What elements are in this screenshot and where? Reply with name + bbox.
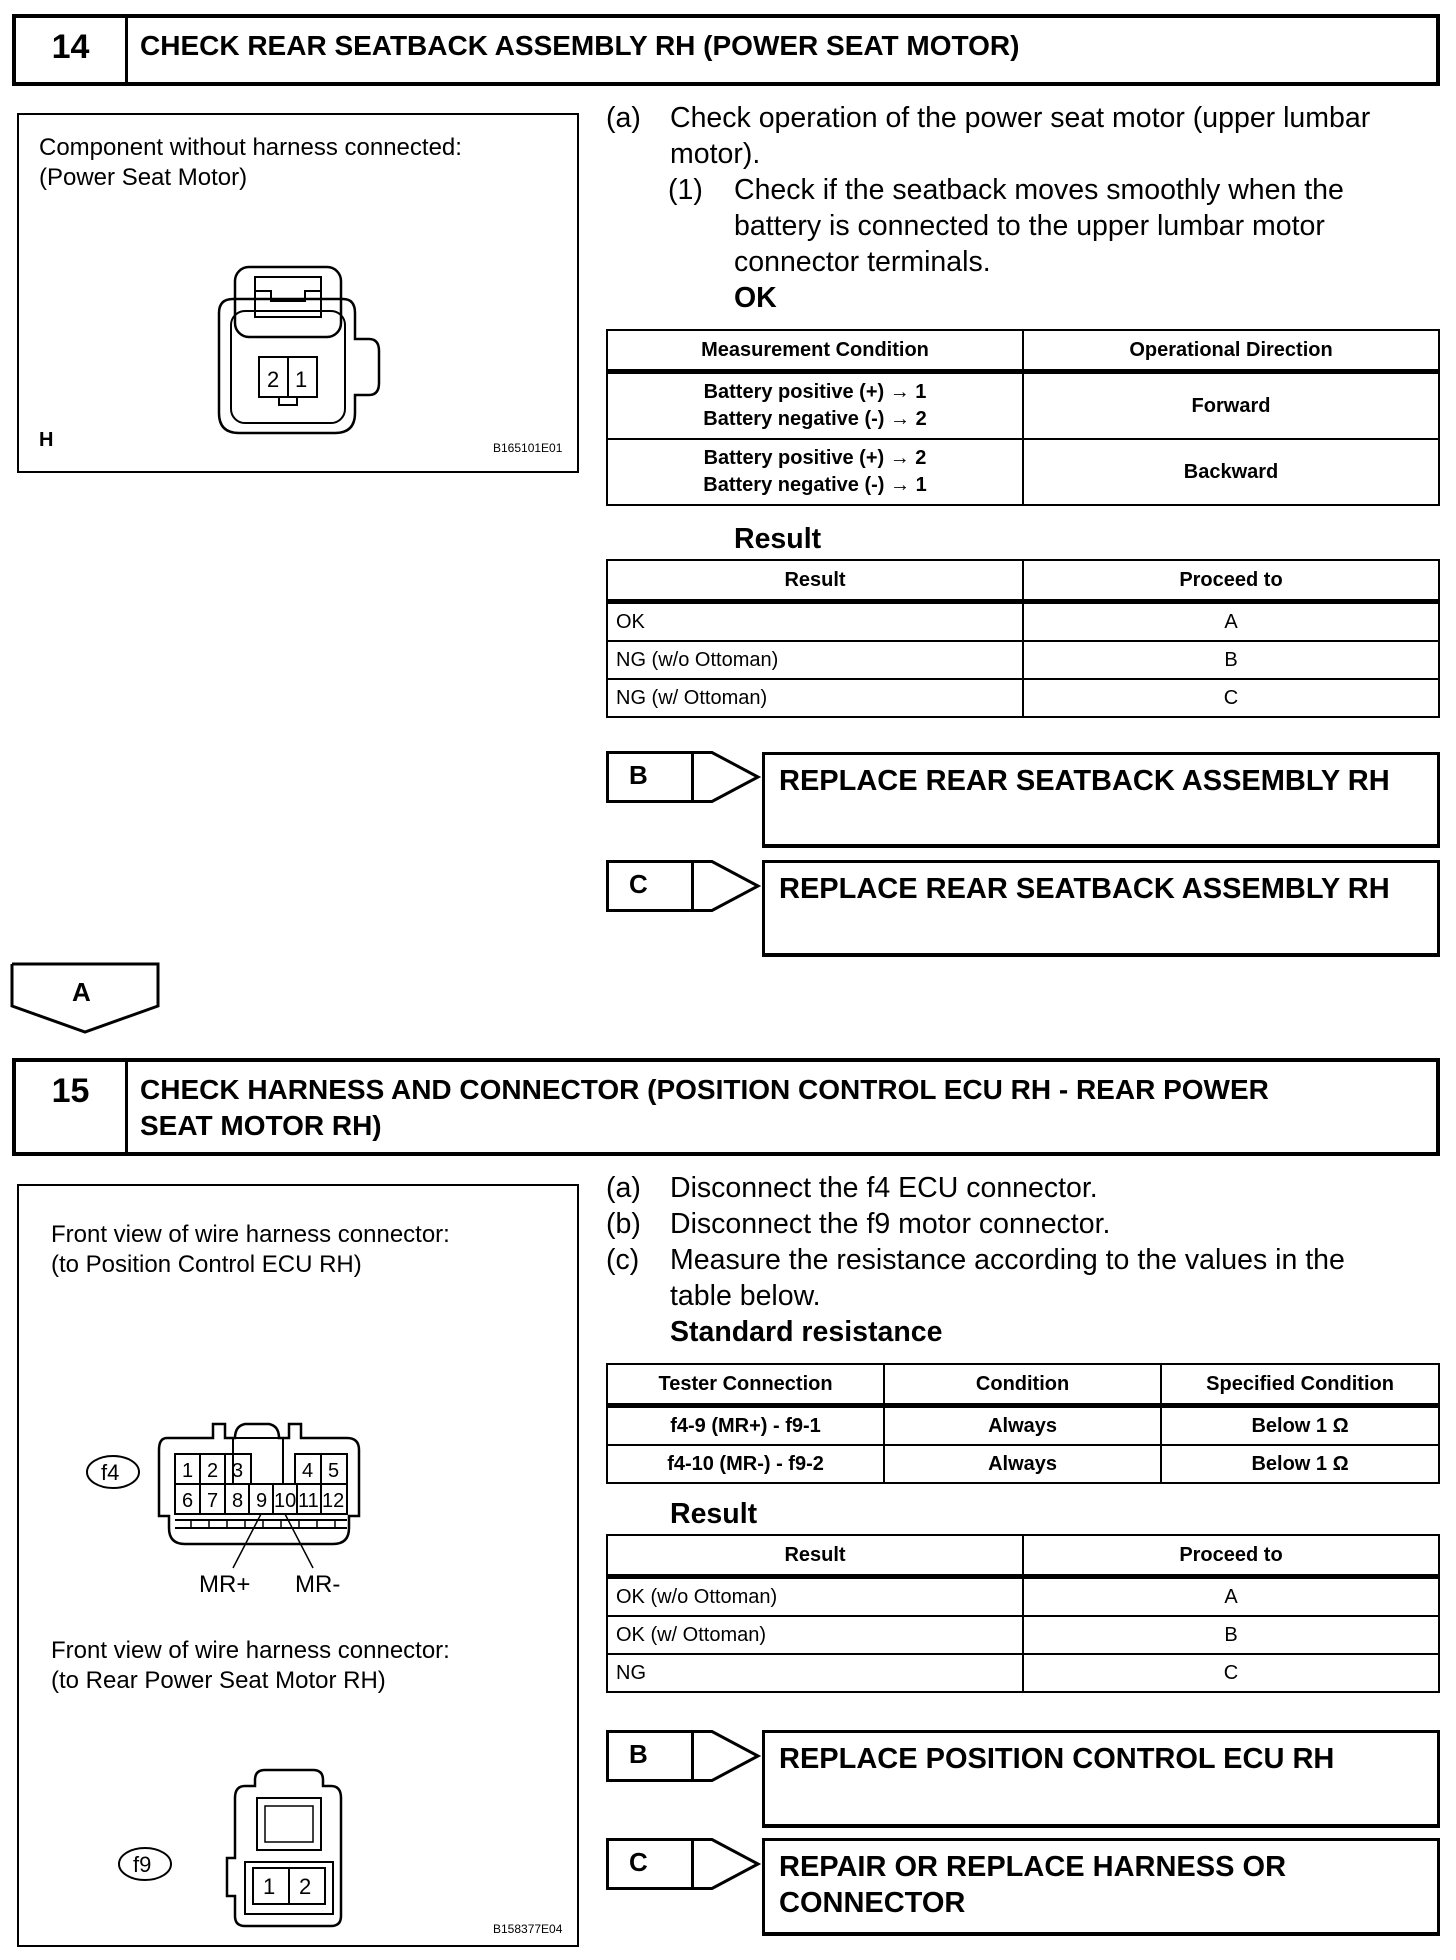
figure-corner-label: H (39, 429, 54, 451)
figure-caption2-line2: (to Rear Power Seat Motor RH) (51, 1667, 386, 1694)
step15-header (12, 1058, 1440, 1156)
figure-caption1-line2: (to Position Control ECU RH) (51, 1251, 362, 1278)
instruction-a: Disconnect the f4 ECU connector. (670, 1172, 1098, 1204)
pin-label: 10 (274, 1490, 297, 1512)
measurement-condition: Battery negative (-) → 2 (703, 408, 927, 430)
column-header: Tester Connection (607, 1364, 884, 1406)
column-header: Operational Direction (1023, 330, 1439, 372)
step-number: 15 (16, 1062, 128, 1152)
proceed-cell: B (1023, 641, 1439, 679)
table-row (607, 439, 1439, 505)
result-b-tag: B (606, 751, 694, 803)
pin-label: 3 (232, 1460, 244, 1482)
instruction-b-label: (b) (606, 1208, 641, 1240)
figure-caption-line2: (Power Seat Motor) (39, 164, 248, 191)
step-title-line2: SEAT MOTOR RH) (140, 1110, 382, 1141)
table-row (607, 679, 1439, 717)
measurement-condition: Battery positive (+) → 2 (703, 447, 927, 469)
proceed-cell: C (1023, 1654, 1439, 1692)
connector-id: f9 (133, 1852, 152, 1877)
column-header: Condition (884, 1364, 1161, 1406)
column-header: Measurement Condition (607, 330, 1023, 372)
table-row (607, 1445, 1439, 1483)
result-c-tag: C (606, 1838, 694, 1890)
action-text-line2: CONNECTOR (779, 1887, 966, 1919)
instruction-a-label: (a) (606, 102, 641, 134)
figure-caption-line1: Component without harness connected: (39, 134, 462, 161)
table-row (607, 372, 1439, 440)
tester-connection: f4-9 (MR+) - f9-1 (607, 1406, 884, 1446)
column-header: Result (607, 1535, 1023, 1577)
result-table (606, 559, 1440, 718)
pin-label: 5 (328, 1460, 340, 1482)
column-header: Result (607, 560, 1023, 602)
figure-caption1-line1: Front view of wire harness connector: (51, 1221, 450, 1248)
replace-seatback-action: REPLACE REAR SEATBACK ASSEMBLY RH (762, 752, 1440, 848)
instruction-1-line3: connector terminals. (734, 246, 991, 278)
table-header-row (607, 560, 1439, 602)
table-row (607, 641, 1439, 679)
column-header: Proceed to (1023, 560, 1439, 602)
pin-label: 2 (207, 1460, 219, 1482)
operation-table (606, 329, 1440, 506)
ecu-connector-f4-icon (83, 1416, 443, 1616)
table-row (607, 1616, 1439, 1654)
table-row (607, 1654, 1439, 1692)
standard-resistance-heading: Standard resistance (670, 1316, 943, 1348)
condition: Always (884, 1445, 1161, 1483)
instruction-c-line1: Measure the resistance according to the values in the (670, 1244, 1345, 1276)
motor-connector-f9-icon (105, 1766, 385, 1936)
action-text-line1: REPLACE POSITION CONTROL ECU RH (779, 1743, 1335, 1775)
column-header: Proceed to (1023, 1535, 1439, 1577)
replace-ecu-action (762, 1730, 1440, 1828)
result-heading: Result (670, 1498, 758, 1530)
pin-label: 11 (298, 1490, 319, 1512)
pin-label: 9 (256, 1490, 268, 1512)
arrow-right-icon (692, 751, 762, 803)
instruction-b: Disconnect the f9 motor connector. (670, 1208, 1111, 1240)
figure-caption2-line1: Front view of wire harness connector: (51, 1637, 450, 1664)
repair-harness-action (762, 1838, 1440, 1936)
ok-label: OK (734, 282, 777, 314)
instruction-c-line2: table below. (670, 1280, 821, 1312)
pin-label: 1 (182, 1460, 194, 1482)
measurement-condition: Battery negative (-) → 1 (703, 474, 927, 496)
action-text-line1: REPAIR OR REPLACE HARNESS OR (779, 1851, 1287, 1883)
instruction-a-line2: motor). (670, 138, 761, 170)
replace-seatback-action: REPLACE REAR SEATBACK ASSEMBLY RH (762, 860, 1440, 957)
connector-figure (17, 1184, 579, 1947)
proceed-cell: A (1023, 1577, 1439, 1617)
component-figure (17, 113, 579, 473)
result-cell: OK (w/ Ottoman) (607, 1616, 1023, 1654)
result-cell: NG (w/ Ottoman) (607, 679, 1023, 717)
instruction-a-line1: Check operation of the power seat motor (upper lumbar (670, 102, 1371, 134)
result-table (606, 1534, 1440, 1693)
step-title: CHECK REAR SEATBACK ASSEMBLY RH (POWER SEAT MOTOR) (140, 30, 1020, 61)
result-b-tag: B (606, 1730, 694, 1782)
result-cell: OK (w/o Ottoman) (607, 1577, 1023, 1617)
tester-connection: f4-10 (MR-) - f9-2 (607, 1445, 884, 1483)
pin-label: 12 (322, 1490, 345, 1512)
column-header: Specified Condition (1161, 1364, 1439, 1406)
proceed-cell: A (1023, 602, 1439, 642)
instruction-1-line2: battery is connected to the upper lumbar motor (734, 210, 1325, 242)
operational-direction: Backward (1023, 439, 1439, 505)
resistance-table (606, 1363, 1440, 1484)
arrow-right-icon (692, 1838, 762, 1890)
step-number: 14 (16, 18, 128, 82)
result-heading: Result (734, 523, 822, 555)
table-header-row (607, 330, 1439, 372)
operational-direction: Forward (1023, 372, 1439, 440)
specified-condition: Below 1 Ω (1161, 1406, 1439, 1446)
pin-label: 2 (267, 367, 280, 392)
connector-id: f4 (101, 1460, 120, 1485)
pin-label: 2 (299, 1874, 312, 1899)
arrow-right-icon (692, 1730, 762, 1782)
figure-code: B165101E01 (493, 441, 563, 455)
mr-plus-label: MR+ (199, 1571, 251, 1598)
arrow-right-icon (692, 860, 762, 912)
pin-label: 1 (295, 367, 308, 392)
result-cell: NG (w/o Ottoman) (607, 641, 1023, 679)
measurement-condition: Battery positive (+) → 1 (703, 381, 927, 403)
instruction-a-label: (a) (606, 1172, 641, 1204)
proceed-cell: C (1023, 679, 1439, 717)
proceed-a-label: A (72, 977, 91, 1007)
pin-label: 4 (302, 1460, 314, 1482)
step14-header (12, 14, 1440, 86)
step-title-line1: CHECK HARNESS AND CONNECTOR (POSITION CONTROL ECU RH - REAR POWER (140, 1074, 1269, 1105)
pin-label: 6 (182, 1490, 194, 1512)
proceed-cell: B (1023, 1616, 1439, 1654)
table-header-row (607, 1535, 1439, 1577)
condition: Always (884, 1406, 1161, 1446)
table-header-row (607, 1364, 1439, 1406)
pin-label: 8 (232, 1490, 244, 1512)
result-c-tag: C (606, 860, 694, 912)
pin-label: 7 (207, 1490, 219, 1512)
mr-minus-label: MR- (295, 1571, 341, 1598)
figure-code: B158377E04 (493, 1922, 563, 1936)
instruction-1-label: (1) (668, 174, 703, 206)
result-cell: NG (607, 1654, 1023, 1692)
table-row (607, 602, 1439, 642)
result-cell: OK (607, 602, 1023, 642)
instruction-1-line1: Check if the seatback moves smoothly when the (734, 174, 1344, 206)
instruction-c-label: (c) (606, 1244, 640, 1276)
table-row (607, 1406, 1439, 1446)
power-seat-motor-connector-icon (209, 263, 409, 443)
specified-condition: Below 1 Ω (1161, 1445, 1439, 1483)
pin-label: 1 (263, 1874, 276, 1899)
table-row (607, 1577, 1439, 1617)
